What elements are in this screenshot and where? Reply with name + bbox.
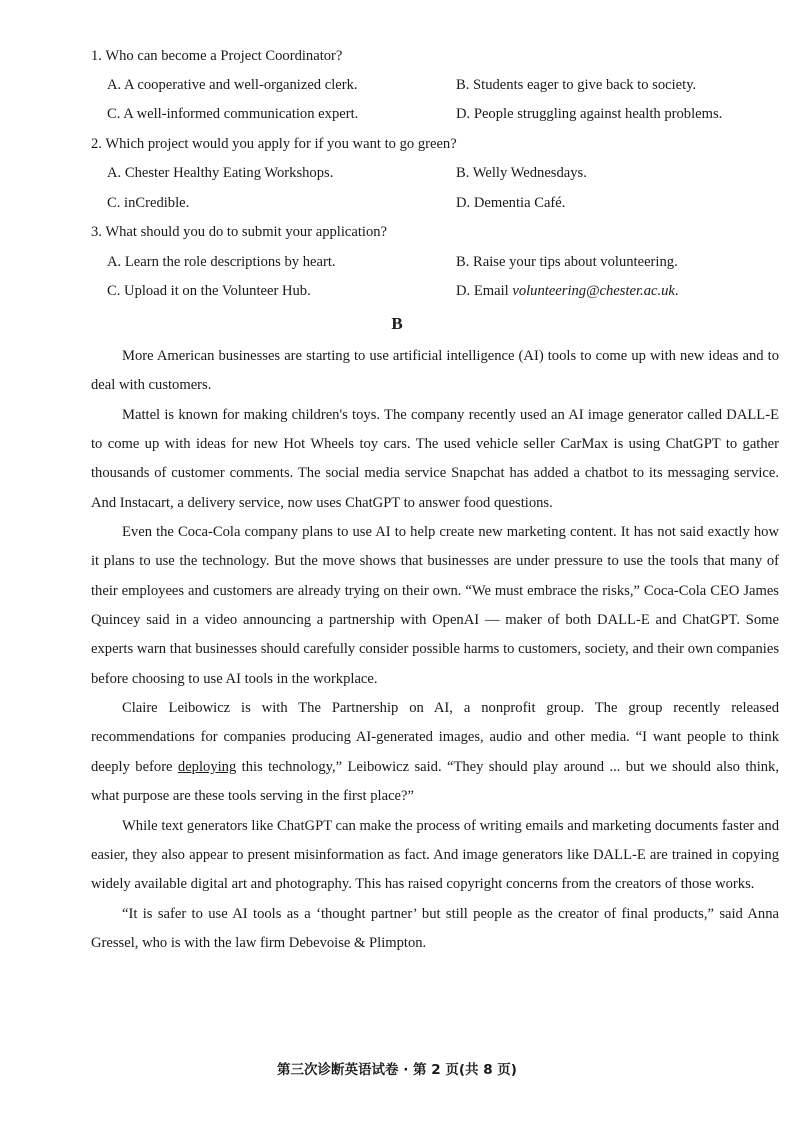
- paragraph-4-part-b: this technology,” Leibowicz said. “They should play around ... but we should also think, what purpose are these tools serving in the first place?”: [91, 758, 779, 805]
- question-3-option-d-label: D. Email: [456, 283, 513, 299]
- passage-paragraph-5: While text generators like ChatGPT can make the process of writing emails and marketing documents faster and easier, they also appear to present misinformation as fact. And image generators like DALL-E are trained in copying widely available digital art and photography. This has raised copyright concerns from the creators of those works.: [91, 817, 779, 893]
- passage-paragraph-1: More American businesses are starting to use artificial intelligence (AI) tools to come up with new ideas and to deal with customers.: [91, 348, 779, 394]
- passage-paragraph-2: Mattel is known for making children's toys. The company recently used an AI image generator called DALL-E to come up with ideas for new Hot Wheels toy cars. The used vehicle seller CarMax is using ChatGPT to gather thousands of customer comments. The social media service Snapchat has added a chatbot to its messaging service. And Instacart, a delivery service, now uses ChatGPT to answer food questions.: [91, 406, 779, 511]
- passage-paragraph-4: [91, 694, 779, 811]
- passage-paragraph-6: “It is safer to use AI tools as a ‘thought partner’ but still people as the creator of final products,” said Anna Gressel, who is with the law firm Debevoise & Plimpton.: [91, 905, 779, 951]
- reading-passage: [91, 342, 779, 958]
- question-2-option-a: A. Chester Healthy Eating Workshops.: [107, 165, 334, 181]
- paragraph-4-part-a: Claire Leibowicz is with The Partnership on AI, a nonprofit group. The group recently released recommendations for companies producing AI-generated images, audio and other media. “I want people to think deeply before: [91, 700, 779, 775]
- question-2-option-b: B. Welly Wednesdays.: [456, 165, 587, 181]
- page-footer: 第三次诊断英语试卷 · 第 2 页(共 8 页): [277, 1062, 517, 1078]
- question-1-option-c: C. A well-informed communication expert.: [107, 106, 359, 122]
- passage-paragraph-3: Even the Coca-Cola company plans to use AI to help create new marketing content. It has not said exactly how it plans to use the technology. But the move shows that businesses are under pressure to use the tools that many of their employees and customers are already trying on their own. “We must embrace the risks,” Coca-Cola CEO James Quincey said in a video announcing a partnership with OpenAI — maker of both DALL-E and ChatGPT. Some experts warn that businesses should carefully consider possible harms to customers, society, and their own companies before choosing to use AI tools in the workplace.: [91, 524, 779, 687]
- email-address: volunteering@chester.ac.uk: [512, 283, 675, 299]
- underlined-word: deploying: [177, 758, 237, 775]
- question-1-option-d: D. People struggling against health problems.: [456, 106, 723, 122]
- question-3-option-b: B. Raise your tips about volunteering.: [456, 254, 678, 270]
- question-1-option-b: B. Students eager to give back to society.: [456, 77, 697, 93]
- question-1-option-a: A. A cooperative and well-organized clerk.: [107, 77, 358, 93]
- question-2-option-d: D. Dementia Café.: [456, 195, 566, 211]
- section-heading: B: [391, 314, 403, 333]
- question-3-option-c: C. Upload it on the Volunteer Hub.: [107, 283, 311, 299]
- question-3-option-a: A. Learn the role descriptions by heart.: [107, 254, 336, 270]
- question-2-stem: 2. Which project would you apply for if you want to go green?: [91, 136, 457, 152]
- question-3-stem: 3. What should you do to submit your application?: [91, 224, 388, 240]
- email-suffix: .: [674, 283, 679, 299]
- question-2-option-c: C. inCredible.: [107, 195, 190, 211]
- question-3-option-d: [456, 283, 679, 300]
- question-1-stem: 1. Who can become a Project Coordinator?: [91, 48, 343, 64]
